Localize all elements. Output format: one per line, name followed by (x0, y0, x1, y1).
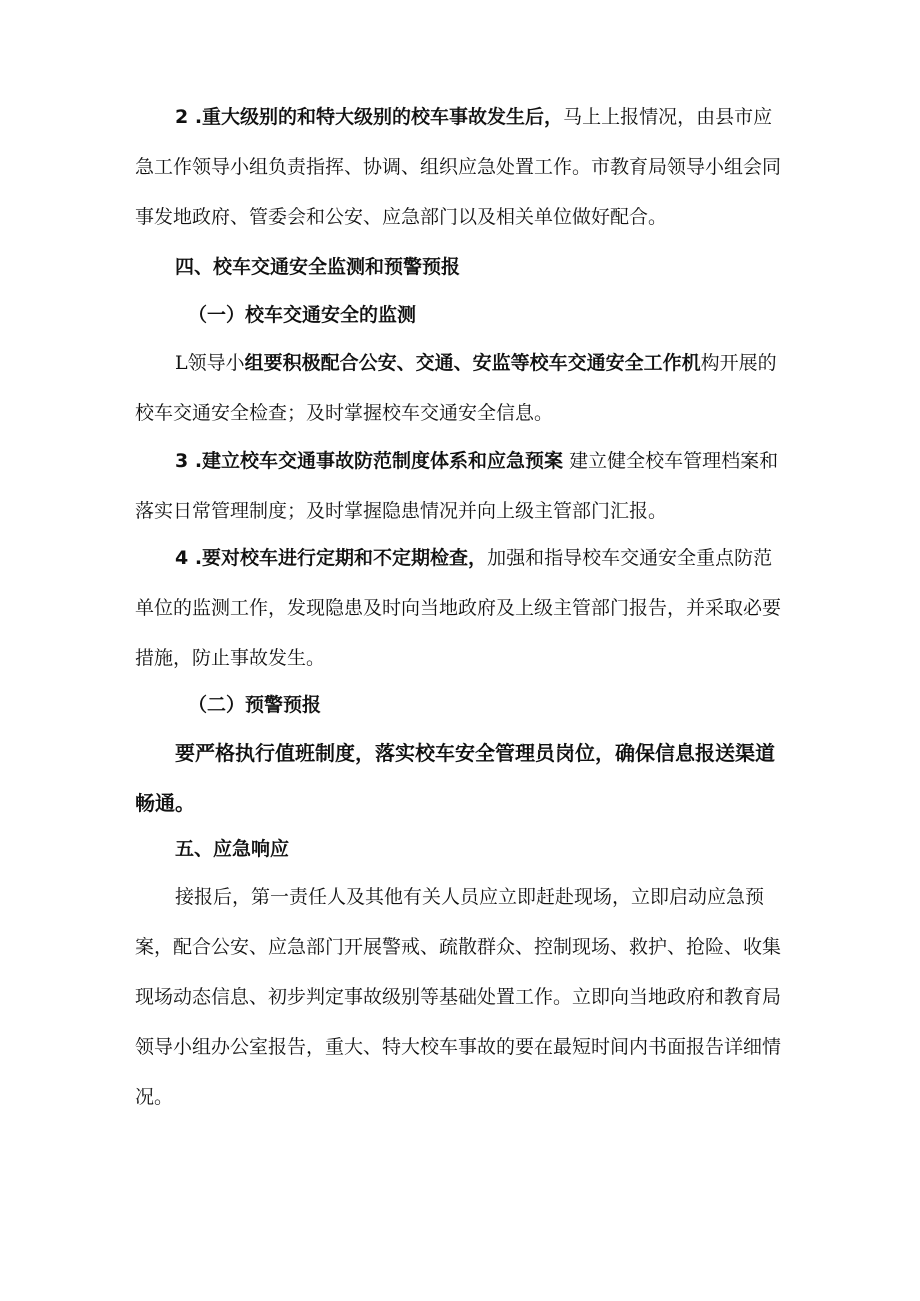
paragraph-leadership-cooperation (135, 338, 785, 438)
section-heading-4: 四、校车交通安全监测和预警预报 (175, 256, 461, 278)
paragraph-body: 建立健全校车管理档案和落实日常管理制度；及时掌握隐患情况并向上级主管部门汇报。 (135, 450, 779, 522)
paragraph-lead-bold: 2 .重大级别的和特大级别的校车事故发生后， (175, 106, 564, 128)
paragraph-body: 构开展的校车交通安全检查；及时掌握校车交通安全信息。 (135, 352, 777, 424)
paragraph-inspection (135, 533, 785, 683)
paragraph-lead-bold: 4 .要对校车进行定期和不定期检查， (175, 547, 488, 569)
section-heading-5: 五、应急响应 (175, 838, 290, 860)
subsection-heading-warning: （二）预警预报 (188, 694, 322, 716)
paragraph-emergency-response: 接报后，第一责任人及其他有关人员应立即赶赴现场，立即启动应急预案，配合公安、应急部门开展警戒、疏散群众、控制现场、救护、抢险、收集现场动态信息、初步判定事故级别等基础处置工作。立即向当地政府和教育局领导小组办公室报告，重大、特大校车事故的要在最短时间内书面报告详细情况。 (135, 886, 782, 1108)
paragraph-body: 加强和指导校车交通安全重点防范单位的监测工作，发现隐患及时向当地政府及上级主管部门报告，并采取必要措施，防止事故发生。 (135, 547, 782, 669)
paragraph-prefix: L领导小 (175, 352, 245, 374)
paragraph-prevention-system (135, 436, 785, 536)
paragraph-duty-system: 要严格执行值班制度，落实校车安全管理员岗位，确保信息报送渠道畅通。 (135, 741, 775, 815)
paragraph-lead-bold: 3 .建立校车交通事故防范制度体系和应急预案 (175, 450, 564, 472)
subsection-heading-monitoring: （一）校车交通安全的监测 (188, 304, 417, 326)
paragraph-major-accident-report (135, 92, 785, 242)
paragraph-lead-bold: 组要积极配合公安、交通、安监等校车交通安全工作机 (244, 352, 701, 374)
paragraph-body: 马上上报情况，由县市应急工作领导小组负责指挥、协调、组织应急处置工作。市教育局领导小组会同事发地政府、管委会和公安、应急部门以及相关单位做好配合。 (135, 106, 782, 228)
